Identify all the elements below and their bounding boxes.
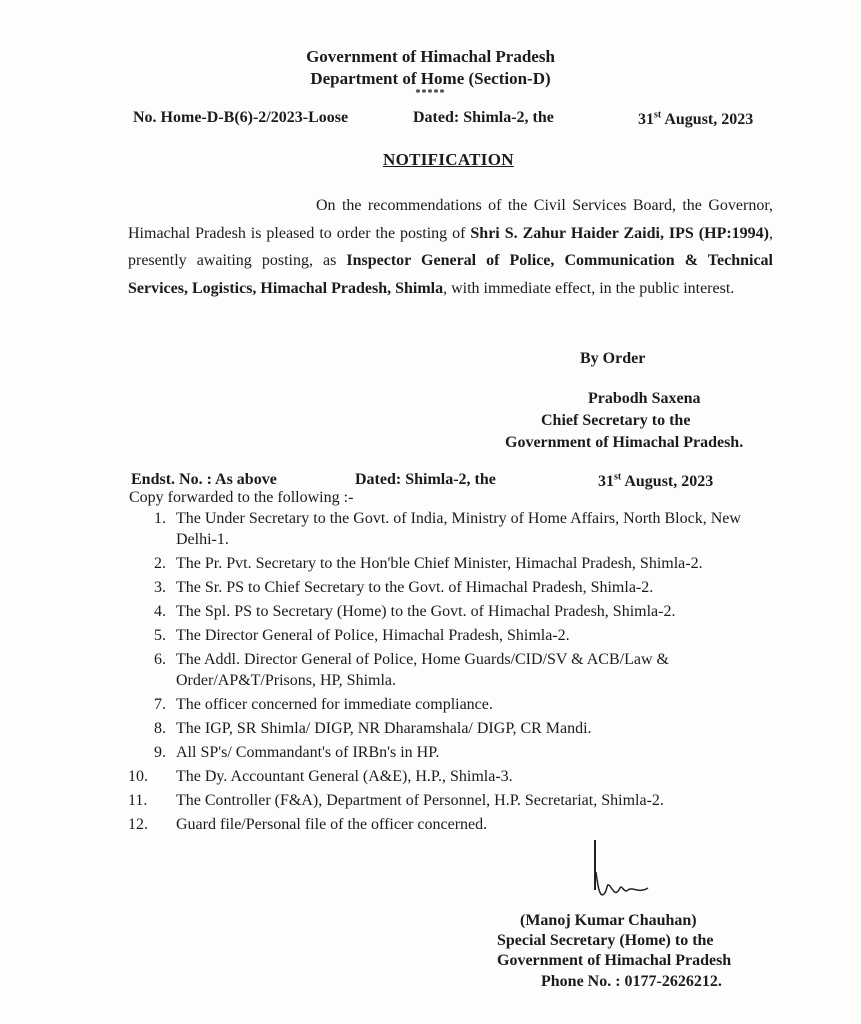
notification-title: NOTIFICATION (383, 150, 514, 169)
chief-secretary-name: Prabodh Saxena (588, 390, 701, 407)
copy-item-text: The Controller (F&A), Department of Personnel, H.P. Secretariat, Shimla-2. (176, 792, 664, 809)
copy-list-item (128, 718, 778, 739)
copy-item-number: 5. (154, 627, 166, 644)
copy-list-item (128, 814, 778, 835)
copy-list-item (128, 649, 778, 691)
copy-item-number: 11. (128, 792, 148, 809)
copy-item-text: The Director General of Police, Himachal Pradesh, Shimla-2. (176, 627, 570, 644)
copy-list-item (128, 553, 778, 574)
copy-list-item (128, 625, 778, 646)
copy-list-item (128, 766, 778, 787)
copy-forwarded-label: Copy forwarded to the following :- (129, 489, 354, 506)
copy-list-item (128, 577, 778, 598)
copy-item-number: 2. (154, 555, 166, 572)
copy-item-text: The Dy. Accountant General (A&E), H.P., Shimla-3. (176, 768, 513, 785)
signatory-designation: Special Secretary (Home) to the (497, 932, 714, 949)
copy-item-text: The IGP, SR Shimla/ DIGP, NR Dharamshala/ DIGP, CR Mandi. (176, 720, 592, 737)
reference-date: 31st August, 2023 (638, 109, 754, 128)
copy-item-text: The Spl. PS to Secretary (Home) to the Govt. of Himachal Pradesh, Shimla-2. (176, 603, 676, 620)
header-department: Department of Home (Section-D) (310, 69, 551, 88)
by-order: By Order (580, 350, 646, 367)
copy-item-text: Guard file/Personal file of the officer concerned. (176, 816, 488, 833)
copy-item-number: 10. (128, 768, 148, 785)
posting-designation: Inspector General of Police, Communication & Technical Services, Logistics, Himachal Pradesh, Shimla (128, 252, 773, 297)
header-stars: ***** (415, 88, 446, 99)
copy-list-item (128, 694, 778, 715)
endorsement-number: Endst. No. : As above (131, 471, 277, 488)
copy-item-number: 4. (154, 603, 166, 620)
copy-item-text: All SP's/ Commandant's of IRBn's in HP. (176, 744, 440, 761)
copy-item-number: 9. (154, 744, 166, 761)
signatory-phone: Phone No. : 0177-2626212. (541, 973, 722, 990)
copy-list-item (128, 790, 778, 811)
chief-secretary-government: Government of Himachal Pradesh. (505, 434, 744, 451)
copy-item-number: 12. (128, 816, 148, 833)
copy-item-text: The Addl. Director General of Police, Home Guards/CID/SV & ACB/Law & Order/AP&T/Prisons, HP, Shimla. (176, 651, 669, 689)
reference-number: No. Home-D-B(6)-2/2023-Loose (133, 109, 349, 126)
signatory-government: Government of Himachal Pradesh (497, 952, 732, 969)
signature-mark (588, 868, 658, 908)
copy-list-item (128, 742, 778, 763)
copy-list-item (128, 601, 778, 622)
copy-item-text: The Sr. PS to Chief Secretary to the Govt. of Himachal Pradesh, Shimla-2. (176, 579, 654, 596)
copy-item-number: 3. (154, 579, 166, 596)
copy-item-text: The Pr. Pvt. Secretary to the Hon'ble Chief Minister, Himachal Pradesh, Shimla-2. (176, 555, 703, 572)
copy-item-number: 1. (154, 510, 166, 527)
chief-secretary-designation: Chief Secretary to the (541, 412, 691, 429)
endorsement-dated: Dated: Shimla-2, the (355, 471, 496, 488)
copy-item-text: The officer concerned for immediate compliance. (176, 696, 493, 713)
copy-list (128, 508, 778, 838)
reference-dated: Dated: Shimla-2, the (413, 109, 554, 126)
officer-name: Shri S. Zahur Haider Zaidi, IPS (HP:1994) (470, 224, 769, 242)
header-government: Government of Himachal Pradesh (306, 47, 555, 66)
copy-item-text: The Under Secretary to the Govt. of India, Ministry of Home Affairs, North Block, New Delhi-1. (176, 510, 741, 548)
copy-list-item (128, 508, 778, 550)
copy-item-number: 8. (154, 720, 166, 737)
copy-item-number: 7. (154, 696, 166, 713)
copy-item-number: 6. (154, 651, 166, 668)
endorsement-date: 31st August, 2023 (598, 471, 714, 490)
signatory-name: (Manoj Kumar Chauhan) (520, 912, 697, 929)
notification-body: On the recommendations of the Civil Services Board, the Governor, Himachal Pradesh is pleased to order the posting of Shri S. Zahur Haider Zaidi, IPS (HP:1994), presently awaiting posting, as Inspector General of Police, Communication & Technical Services, Logistics, Himachal Pradesh, Shimla, with immediate effect, in the public interest. (128, 197, 773, 297)
